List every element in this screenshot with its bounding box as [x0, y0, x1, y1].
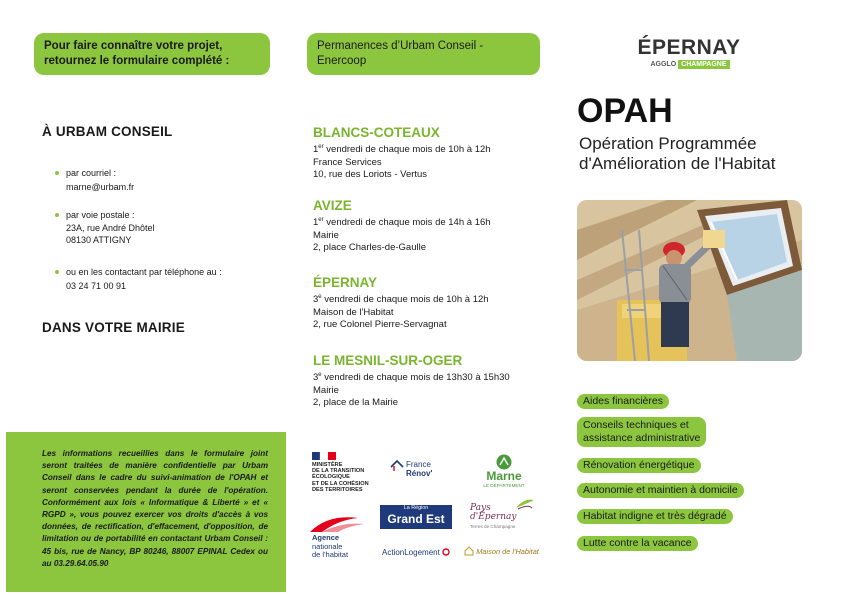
town-schedule: 1er vendredi de chaque mois de 14h à 16h — [313, 217, 491, 229]
contact-phone-value[interactable]: 03 24 71 00 91 — [66, 281, 127, 291]
epernay-agglo-logo — [636, 36, 742, 69]
town-schedule: 1er vendredi de chaque mois de 10h à 12h — [313, 144, 491, 156]
bullet-icon — [55, 270, 59, 274]
marne-leaf-icon — [495, 454, 513, 470]
page-subtitle — [579, 134, 775, 174]
insulation-worker-photo — [577, 200, 802, 361]
town-place: Mairie — [313, 229, 339, 241]
town-blancs-coteaux — [313, 125, 491, 182]
tag-habitat-indigne: Habitat indigne et très dégradé — [577, 509, 733, 524]
marne-logo: Marne LE DÉPARTEMENT — [476, 454, 532, 489]
urbam-heading: À URBAM CONSEIL — [42, 124, 173, 139]
tag-renovation-energetique: Rénovation énergétique — [577, 458, 701, 473]
maison-habitat-logo: Maison de l'Habitat — [464, 546, 544, 556]
town-address: 2, rue Colonel Pierre-Servagnat — [313, 319, 447, 331]
attic-scene-illustration — [577, 200, 802, 361]
anah-swoosh-icon — [308, 512, 366, 534]
town-schedule: 3e vendredi de chaque mois de 13h30 à 15h30 — [313, 372, 510, 384]
anah-logo: Agence nationale de l'habitat — [308, 512, 372, 560]
house-icon — [390, 460, 404, 472]
pays-epernay-logo: Pays d'Épernay Terres de Champagne — [470, 498, 540, 531]
town-schedule: 3e vendredi de chaque mois de 10h à 12h — [313, 294, 489, 306]
permanences-banner: Permanences d’Urbam Conseil - Enercoop — [307, 33, 540, 75]
contact-email — [56, 167, 134, 193]
contact-postal-label: par voie postale : — [66, 210, 135, 220]
france-renov-logo: France Rénov' — [390, 460, 446, 478]
page-subtitle-line1: Opération Programmée — [579, 134, 757, 153]
page-title: OPAH — [577, 92, 673, 130]
bullet-icon — [55, 171, 59, 175]
town-address: 10, rue des Loriots - Vertus — [313, 169, 428, 181]
tag-aides-financieres: Aides financières — [577, 394, 669, 409]
town-place: Maison de l'Habitat — [313, 306, 394, 318]
maison-icon — [464, 546, 474, 556]
partner-logos — [306, 450, 546, 590]
contact-email-label: par courriel : — [66, 168, 117, 178]
contact-email-value[interactable]: marne@urbam.fr — [66, 182, 135, 192]
brand-agglo: AGGLO — [650, 61, 677, 68]
tag-autonomie: Autonomie et maintien à domicile — [577, 483, 744, 498]
town-le-mesnil-sur-oger — [313, 353, 510, 410]
contact-phone-label: ou en les contactant par téléphone au : — [66, 267, 222, 277]
contact-postal — [56, 209, 155, 246]
contact-postal-street: 23A, rue André Dhôtel — [66, 223, 155, 233]
send-form-banner: Pour faire connaître votre projet, retournez le formulaire complété : — [34, 33, 270, 75]
ministere-logo: MINISTÈRE DE LA TRANSITION ÉCOLOGIQUE ET DE LA COHÉSION DES TERRITOIRES — [312, 452, 376, 493]
bullet-icon — [55, 213, 59, 217]
town-name: ÉPERNAY — [313, 275, 378, 290]
contact-postal-city: 08130 ATTIGNY — [66, 235, 132, 245]
town-address: 2, place de la Mairie — [313, 397, 399, 409]
action-logement-logo: ActionLogement — [382, 548, 456, 557]
town-name: BLANCS-COTEAUX — [313, 125, 440, 140]
page-subtitle-line2: d'Amélioration de l'Habitat — [579, 154, 776, 173]
town-place: France Services — [313, 156, 382, 168]
tag-lutte-vacance: Lutte contre la vacance — [577, 536, 698, 551]
brand-name: ÉPERNAY — [637, 36, 741, 59]
flag-icon — [312, 452, 336, 460]
action-logement-mark-icon — [442, 548, 450, 556]
privacy-notice: Les informations recueillies dans le formulaire joint seront traitées de manière confidentielle par Urbam Conseil dans le cadre du suivi-animation de l'OPAH et seront conservées pendant la durée de l'opération. Conformément aux lois « Informatique & Liberté » et « RGPD », vous pouvez exercer vos droits d'accès à vos données, de rectification, d'effacement, d'opposition, de limitation ou de portabilité en contactant Urbam Conseil : 45 bis, rue de Nancy, BP 80246, 88007 EPINAL Cedex ou au 03.29.64.05.90 — [42, 449, 268, 568]
brand-champagne: CHAMPAGNE — [678, 60, 729, 69]
mairie-heading: DANS VOTRE MAIRIE — [42, 320, 185, 335]
town-place: Mairie — [313, 384, 339, 396]
town-name: AVIZE — [313, 198, 352, 213]
town-epernay — [313, 275, 489, 332]
contact-phone — [56, 266, 222, 292]
town-address: 2, place Charles-de-Gaulle — [313, 242, 427, 254]
town-name: LE MESNIL-SUR-OGER — [313, 353, 463, 368]
tag-conseils-techniques: Conseils techniques et assistance administrative — [577, 417, 706, 447]
town-avize — [313, 198, 491, 255]
grand-est-logo: La Région Grand Est — [380, 505, 452, 529]
leaf-icon — [514, 498, 536, 510]
